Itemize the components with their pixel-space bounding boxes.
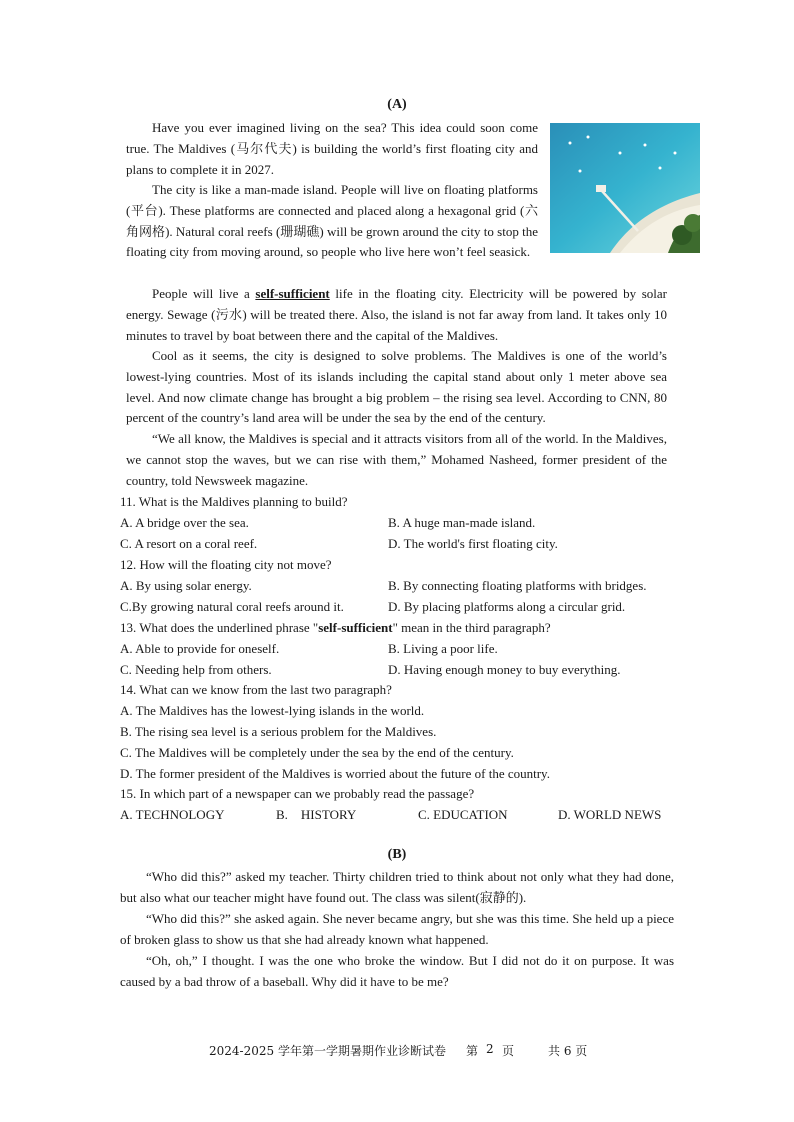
- q11-option-d: D. The world's first floating city.: [388, 536, 558, 551]
- q11-option-c: C. A resort on a coral reef.: [120, 536, 258, 551]
- question-15-stem: 15. In which part of a newspaper can we probably read the passage?: [120, 786, 475, 801]
- paragraph-3-lead: People will live a: [152, 286, 256, 301]
- passage-a-paragraph-4: Cool as it seems, the city is designed to solve problems. The Maldives is one of the world’s lowest-lying countries. Most of its islands including the capital stand about only 1 meter above sea level. And now climate change has brought a big problem – the rising sea level. According to CNN, 80 percent of the country’s land area will be under the sea by the end of the century.: [126, 348, 667, 426]
- question-11-stem: 11. What is the Maldives planning to build?: [120, 494, 348, 509]
- footer-page-prefix: 第: [466, 1044, 479, 1058]
- q12-option-a: A. By using solar energy.: [120, 578, 252, 593]
- passage-a-paragraph-2: The city is like a man-made island. People will live on floating platforms (平台). These platforms are connected and placed along a hexagonal grid (六角网格). Natural coral reefs (珊瑚礁) will be grown around the city to stop the floating city from moving around, so people who live here won’t feel seasick.: [126, 182, 538, 260]
- question-13-stem: [120, 618, 551, 638]
- q11-option-b: B. A huge man-made island.: [388, 515, 536, 530]
- footer-page-number: 2: [486, 1042, 494, 1056]
- question-14-stem: 14. What can we know from the last two paragraph?: [120, 682, 392, 697]
- passage-a-paragraph-1: Have you ever imagined living on the sea? This idea could soon come true. The Maldives (马尔代夫) is building the world’s first floating city and plans to complete it in 2027.: [126, 120, 538, 177]
- q15-option-b: B. HISTORY: [276, 807, 357, 822]
- photo-illustration: [550, 123, 700, 253]
- underlined-phrase: self-sufficient: [255, 286, 330, 301]
- q13-stem-term: self-sufficient: [318, 620, 393, 635]
- q14-option-c: C. The Maldives will be completely under the sea by the end of the century.: [120, 745, 514, 760]
- passage-a-paragraph-5: “We all know, the Maldives is special and it attracts visitors from all of the world. In the Maldives, we cannot stop the waves, but we can rise with them,” Mohamed Nasheed, former president of the country, told Newsweek magazine.: [126, 431, 667, 488]
- q15-option-c: C. EDUCATION: [418, 807, 508, 822]
- section-a-title: (A): [387, 97, 407, 112]
- passage-b-paragraph-3: “Oh, oh,” I thought. I was the one who broke the window. But I did not do it on purpose. It was caused by a bad throw of a baseball. Why did it have to be me?: [120, 953, 674, 989]
- q15-option-a: A. TECHNOLOGY: [120, 807, 225, 822]
- passage-b-paragraph-1: “Who did this?” asked my teacher. Thirty children tried to think about not only what they had done, but also what our teacher might have found out. The class was silent(寂静的).: [120, 869, 674, 905]
- q12-option-b: B. By connecting floating platforms with bridges.: [388, 578, 647, 593]
- section-b-title: (B): [387, 847, 407, 862]
- q14-option-b: B. The rising sea level is a serious problem for the Maldives.: [120, 724, 437, 739]
- q13-option-b: B. Living a poor life.: [388, 641, 498, 656]
- paragraph-3-rest: life in the floating city. Electricity will be powered by solar energy. Sewage (污水) will be treated there. Also, the island is not far away from land. It takes only 10 minutes to travel by boat between there and the capital of the Maldives.: [126, 286, 667, 343]
- footer-exam-name: 2024-2025 学年第一学期暑期作业诊断试卷: [209, 1044, 446, 1058]
- q12-option-c: C.By growing natural coral reefs around it.: [120, 599, 344, 614]
- q11-option-a: A. A bridge over the sea.: [120, 515, 249, 530]
- q13-option-c: C. Needing help from others.: [120, 662, 272, 677]
- passage-b-paragraph-2: “Who did this?” she asked again. She never became angry, but she was this time. She held up a piece of broken glass to show us that she had already known what happened.: [120, 911, 674, 947]
- footer-total-pages: 共 6 页: [548, 1044, 588, 1058]
- footer-page-suffix: 页: [502, 1044, 515, 1058]
- question-12-stem: 12. How will the floating city not move?: [120, 557, 332, 572]
- q13-option-d: D. Having enough money to buy everything.: [388, 662, 621, 677]
- q13-stem-lead: 13. What does the underlined phrase ": [120, 620, 319, 635]
- q12-option-d: D. By placing platforms along a circular grid.: [388, 599, 626, 614]
- maldives-aerial-photo: [550, 123, 700, 253]
- q15-option-d: D. WORLD NEWS: [558, 807, 662, 822]
- q13-stem-rest: " mean in the third paragraph?: [392, 620, 551, 635]
- q14-option-d: D. The former president of the Maldives is worried about the future of the country.: [120, 766, 550, 781]
- q13-option-a: A. Able to provide for oneself.: [120, 641, 280, 656]
- passage-a-paragraph-3: [126, 284, 667, 346]
- q14-option-a: A. The Maldives has the lowest-lying islands in the world.: [120, 703, 425, 718]
